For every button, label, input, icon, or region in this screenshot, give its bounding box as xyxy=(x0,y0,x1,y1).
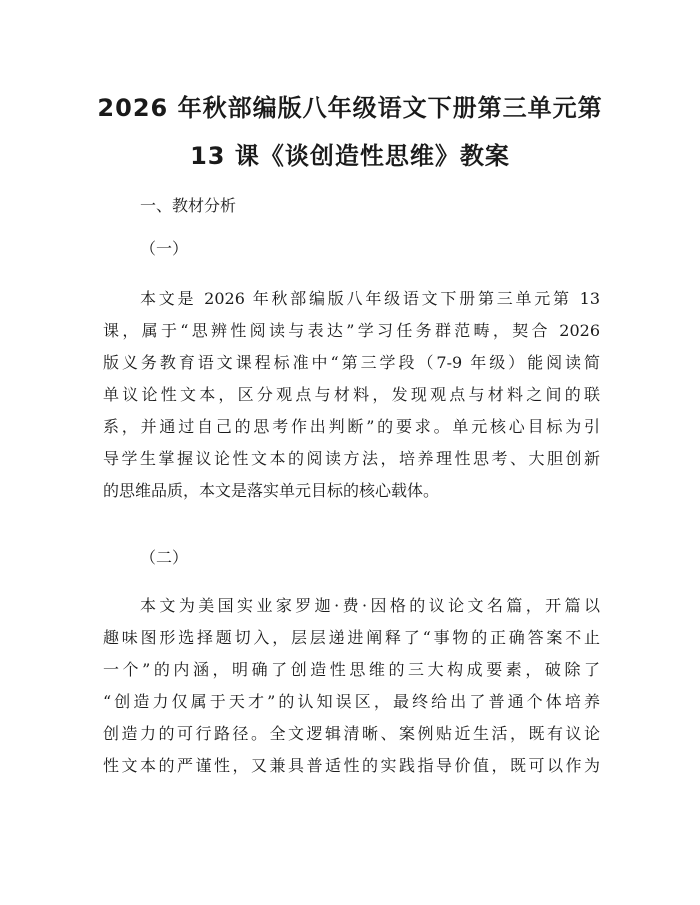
subsection-label-1: （一） xyxy=(140,239,189,258)
subsection-label-2: （二） xyxy=(140,548,189,567)
paragraph-line: 版义务教育语文课程标准中“第三学段（7-9 年级）能阅读简 xyxy=(103,353,600,372)
paragraph-line: “创造力仅属于天才”的认知误区，最终给出了普通个体培养 xyxy=(103,692,600,711)
paragraph-line: 课，属于“思辨性阅读与表达”学习任务群范畴，契合 2026 xyxy=(103,321,600,340)
paragraph-line: 本文是 2026 年秋部编版八年级语文下册第三单元第 13 xyxy=(140,289,600,308)
paragraph-line: 的思维品质，本文是落实单元目标的核心载体。 xyxy=(103,481,440,500)
paragraph-line: 系，并通过自己的思考作出判断”的要求。单元核心目标为引 xyxy=(103,417,600,436)
section-heading: 一、教材分析 xyxy=(140,196,237,215)
paragraph-line: 一个”的内涵，明确了创造性思维的三大构成要素，破除了 xyxy=(103,660,600,679)
paragraph-line: 本文为美国实业家罗迦·费·因格的议论文名篇，开篇以 xyxy=(140,596,600,615)
document-title-line-2: 13 课《谈创造性思维》教案 xyxy=(190,142,510,170)
document-title-line-1: 2026 年秋部编版八年级语文下册第三单元第 xyxy=(97,94,603,122)
paragraph-2 xyxy=(103,596,600,788)
paragraph-line: 创造力的可行路径。全文逻辑清晰、案例贴近生活，既有议论 xyxy=(103,724,600,743)
paragraph-line: 导学生掌握议论性文本的阅读方法，培养理性思考、大胆创新 xyxy=(103,449,600,468)
paragraph-line: 性文本的严谨性，又兼具普适性的实践指导价值，既可以作为 xyxy=(103,756,600,775)
paragraph-line: 单议论性文本，区分观点与材料，发现观点与材料之间的联 xyxy=(103,385,600,404)
paragraph-line: 趣味图形选择题切入，层层递进阐释了“事物的正确答案不止 xyxy=(103,628,600,647)
paragraph-1 xyxy=(103,289,600,513)
